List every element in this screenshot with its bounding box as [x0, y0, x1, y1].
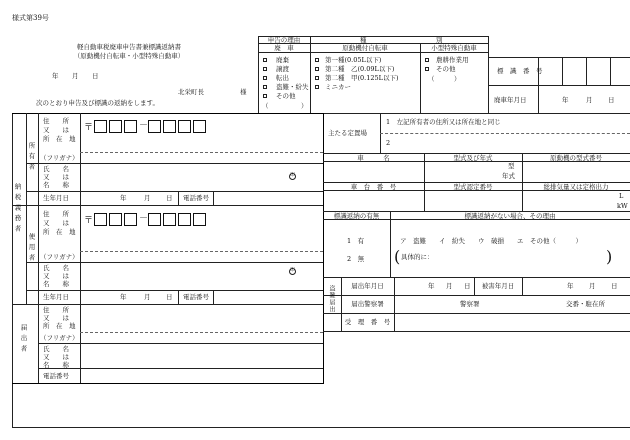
- user-name-label-2: 又 は: [43, 272, 69, 280]
- victim-date-day: 日: [611, 282, 618, 290]
- owner-postal-box-3[interactable]: [124, 120, 137, 133]
- vehicle-model-kata: 型: [508, 162, 515, 170]
- chassis-number-label: 車 台 番 号: [350, 183, 397, 191]
- kogata-label-1: 農耕作業用: [436, 56, 469, 64]
- user-postal-box-1[interactable]: [94, 213, 107, 226]
- theft-date-year: 年: [428, 282, 435, 290]
- plate-return-detail-label: 具体的に：: [401, 253, 434, 261]
- owner-side-label: 所有者: [27, 142, 36, 174]
- form-number: 様式第39号: [12, 14, 49, 22]
- vehicle-model-label: 型式及び年式: [453, 154, 493, 162]
- owner-postal-box-6[interactable]: [178, 120, 191, 133]
- kogata-label-2: その他: [436, 65, 456, 73]
- gentsuki-checkbox-3[interactable]: [315, 76, 319, 80]
- filer-address-label-1: 住 所: [43, 306, 69, 314]
- police-station-suffix: 警察署: [460, 300, 480, 308]
- gentsuki-checkbox-2[interactable]: [315, 67, 319, 71]
- owner-name-label-2: 又 は: [43, 173, 69, 181]
- filer-furigana-label: （フリガナ）: [40, 334, 79, 342]
- gentsuki-checkbox-4[interactable]: [315, 85, 319, 89]
- user-side-label: 使用者: [27, 233, 36, 265]
- filer-phone-label: 電話番号: [43, 372, 69, 380]
- owner-birth-day: 日: [166, 194, 173, 202]
- kind-header-2: 別: [436, 36, 443, 44]
- user-name-label-1: 氏 名: [43, 264, 69, 272]
- haisha-date-day: 日: [608, 96, 615, 104]
- filer-name-label-1: 氏 名: [43, 345, 69, 353]
- owner-postal-box-7[interactable]: [193, 120, 206, 133]
- displacement-unit-l: L: [619, 192, 624, 200]
- kogata-column-header: 小型特殊自動車: [431, 44, 477, 52]
- reason-header: 申告の理由: [267, 36, 301, 44]
- reason-label-tenshutsu: 転出: [276, 74, 289, 82]
- plate-return-reason-header: 標識返納がない場合、その理由: [464, 212, 556, 220]
- kogata-checkbox-1[interactable]: [425, 58, 429, 62]
- user-birth-month: 月: [144, 293, 151, 301]
- owner-address-label-2: 又 は: [43, 126, 69, 134]
- user-postal-mark: 〒: [84, 216, 94, 226]
- haisha-date-label: 廃車年月日: [494, 96, 527, 104]
- kogata-other-paren: （ ）: [428, 75, 461, 83]
- owner-name-label-3: 名 称: [43, 181, 69, 189]
- reason-checkbox-tonan[interactable]: [263, 85, 267, 89]
- owner-birth-label: 生年月日: [43, 194, 69, 202]
- user-address-label-1: 住 所: [43, 210, 69, 218]
- owner-phone-label: 電話番号: [183, 194, 209, 202]
- form-title: 軽自動車税廃車申告書兼標識返納書: [77, 43, 181, 51]
- user-seal-mark: 印: [290, 268, 295, 274]
- vehicle-model-nenshiki: 年式: [502, 172, 515, 180]
- plate-return-yes: 1 有: [347, 237, 365, 245]
- filer-name-label-3: 名 称: [43, 361, 69, 369]
- victim-date-month: 月: [589, 282, 596, 290]
- vehicle-name-label: 車 名: [357, 154, 390, 162]
- reason-checkbox-joto[interactable]: [263, 67, 267, 71]
- user-name-label-3: 名 称: [43, 280, 69, 288]
- owner-birth-year: 年: [120, 194, 127, 202]
- vehicle-engine-label: 原動機の型式番号: [550, 154, 602, 162]
- user-birth-day: 日: [166, 293, 173, 301]
- gentsuki-label-3: 第二種 甲(0.125L以下): [325, 74, 399, 82]
- displacement-label: 総排気量又は定格出力: [543, 183, 609, 191]
- reason-label-joto: 譲渡: [276, 65, 289, 73]
- user-postal-box-4[interactable]: [148, 213, 161, 226]
- koban-label: 交番・駐在所: [566, 300, 605, 308]
- plate-return-reasons: ア 盗難 イ 紛失 ウ 破損 エ その他（ ）: [400, 237, 582, 245]
- addressee-name: 北栄町長: [178, 88, 204, 96]
- filer-address-label-3: 所 在 地: [43, 322, 76, 330]
- theft-report-side-label: 盗難届出: [328, 285, 335, 313]
- reason-checkbox-other[interactable]: [263, 94, 267, 98]
- user-postal-box-2[interactable]: [109, 213, 122, 226]
- reason-label-tonan: 盗難・紛失: [276, 83, 309, 91]
- filer-address-label-2: 又 は: [43, 314, 69, 322]
- plate-return-detail-open: (: [394, 247, 401, 266]
- reason-other-paren: （ ）: [262, 102, 308, 110]
- owner-furigana-label: （フリガナ）: [40, 154, 79, 162]
- reason-label-other: その他: [276, 92, 296, 100]
- user-postal-box-7[interactable]: [193, 213, 206, 226]
- kogata-checkbox-2[interactable]: [425, 67, 429, 71]
- owner-postal-box-4[interactable]: [148, 120, 161, 133]
- receipt-number-label: 受 理 番 号: [344, 318, 391, 326]
- reason-checkbox-haiki[interactable]: [263, 58, 267, 62]
- gentsuki-label-2: 第二種 乙(0.09L以下): [325, 65, 395, 73]
- gentsuki-checkbox-1[interactable]: [315, 58, 319, 62]
- gentsuki-label-1: 第一種(0.05L以下): [325, 56, 382, 64]
- plate-number-label: 標 識 番 号: [497, 67, 543, 75]
- user-postal-box-6[interactable]: [178, 213, 191, 226]
- storage-option-1: 1 左記所有者の住所又は所在地と同じ: [386, 118, 501, 126]
- form-subtitle: （原動機付自転車・小型特殊自動車）: [73, 52, 185, 60]
- user-address-label-3: 所 在 地: [43, 228, 76, 236]
- storage-option-2: 2: [386, 139, 391, 147]
- haisha-column-header: 廃 車: [274, 44, 294, 52]
- owner-seal-mark: 印: [290, 173, 295, 179]
- plate-return-detail-close: ): [606, 247, 613, 266]
- user-birth-year: 年: [120, 293, 127, 301]
- owner-postal-box-5[interactable]: [163, 120, 176, 133]
- theft-date-day: 日: [464, 282, 471, 290]
- submission-month: 月: [72, 72, 79, 80]
- user-phone-label: 電話番号: [183, 293, 209, 301]
- user-postal-dash: －: [139, 214, 149, 224]
- victim-date-year: 年: [567, 282, 574, 290]
- theft-date-month: 月: [446, 282, 453, 290]
- owner-postal-mark: 〒: [84, 123, 94, 133]
- filer-side-label: 届出者: [19, 324, 28, 356]
- approval-number-label: 型式認定番号: [453, 183, 493, 191]
- gentsuki-label-4: ミニカー: [325, 83, 351, 91]
- user-postal-box-5[interactable]: [163, 213, 176, 226]
- user-furigana-label: （フリガナ）: [40, 253, 79, 261]
- haisha-date-month: 月: [586, 96, 593, 104]
- owner-postal-box-1[interactable]: [94, 120, 107, 133]
- theft-date-label: 届出年月日: [351, 282, 384, 290]
- reason-label-haiki: 廃棄: [276, 56, 289, 64]
- submission-year: 年: [52, 72, 59, 80]
- haisha-date-year: 年: [562, 96, 569, 104]
- owner-address-label-3: 所 在 地: [43, 135, 76, 143]
- user-address-label-2: 又 は: [43, 219, 69, 227]
- user-birth-label: 生年月日: [43, 293, 69, 301]
- police-station-label: 届出警察署: [351, 300, 384, 308]
- displacement-unit-kw: kW: [617, 202, 628, 210]
- owner-address-label-1: 住 所: [43, 117, 69, 125]
- kind-header: 種: [360, 36, 367, 44]
- owner-postal-box-2[interactable]: [109, 120, 122, 133]
- storage-label: 主たる定置場: [328, 129, 367, 137]
- plate-return-header: 標識返納の有無: [333, 212, 380, 220]
- plate-return-no: 2 無: [347, 255, 365, 263]
- owner-postal-dash: －: [139, 121, 149, 131]
- owner-birth-month: 月: [144, 194, 151, 202]
- taxpayer-label: 納税義務者: [13, 183, 22, 236]
- victim-date-label: 被害年月日: [481, 282, 515, 290]
- filer-name-label-2: 又 は: [43, 353, 69, 361]
- submission-day: 日: [92, 72, 99, 80]
- gentsuki-column-header: 原動機付自転車: [342, 44, 388, 52]
- addressee-honorific: 様: [240, 88, 247, 96]
- reason-checkbox-tenshutsu[interactable]: [263, 76, 267, 80]
- owner-name-label-1: 氏 名: [43, 165, 69, 173]
- user-postal-box-3[interactable]: [124, 213, 137, 226]
- intro-text: 次のとおり申告及び標識の返納をします。: [36, 99, 159, 107]
